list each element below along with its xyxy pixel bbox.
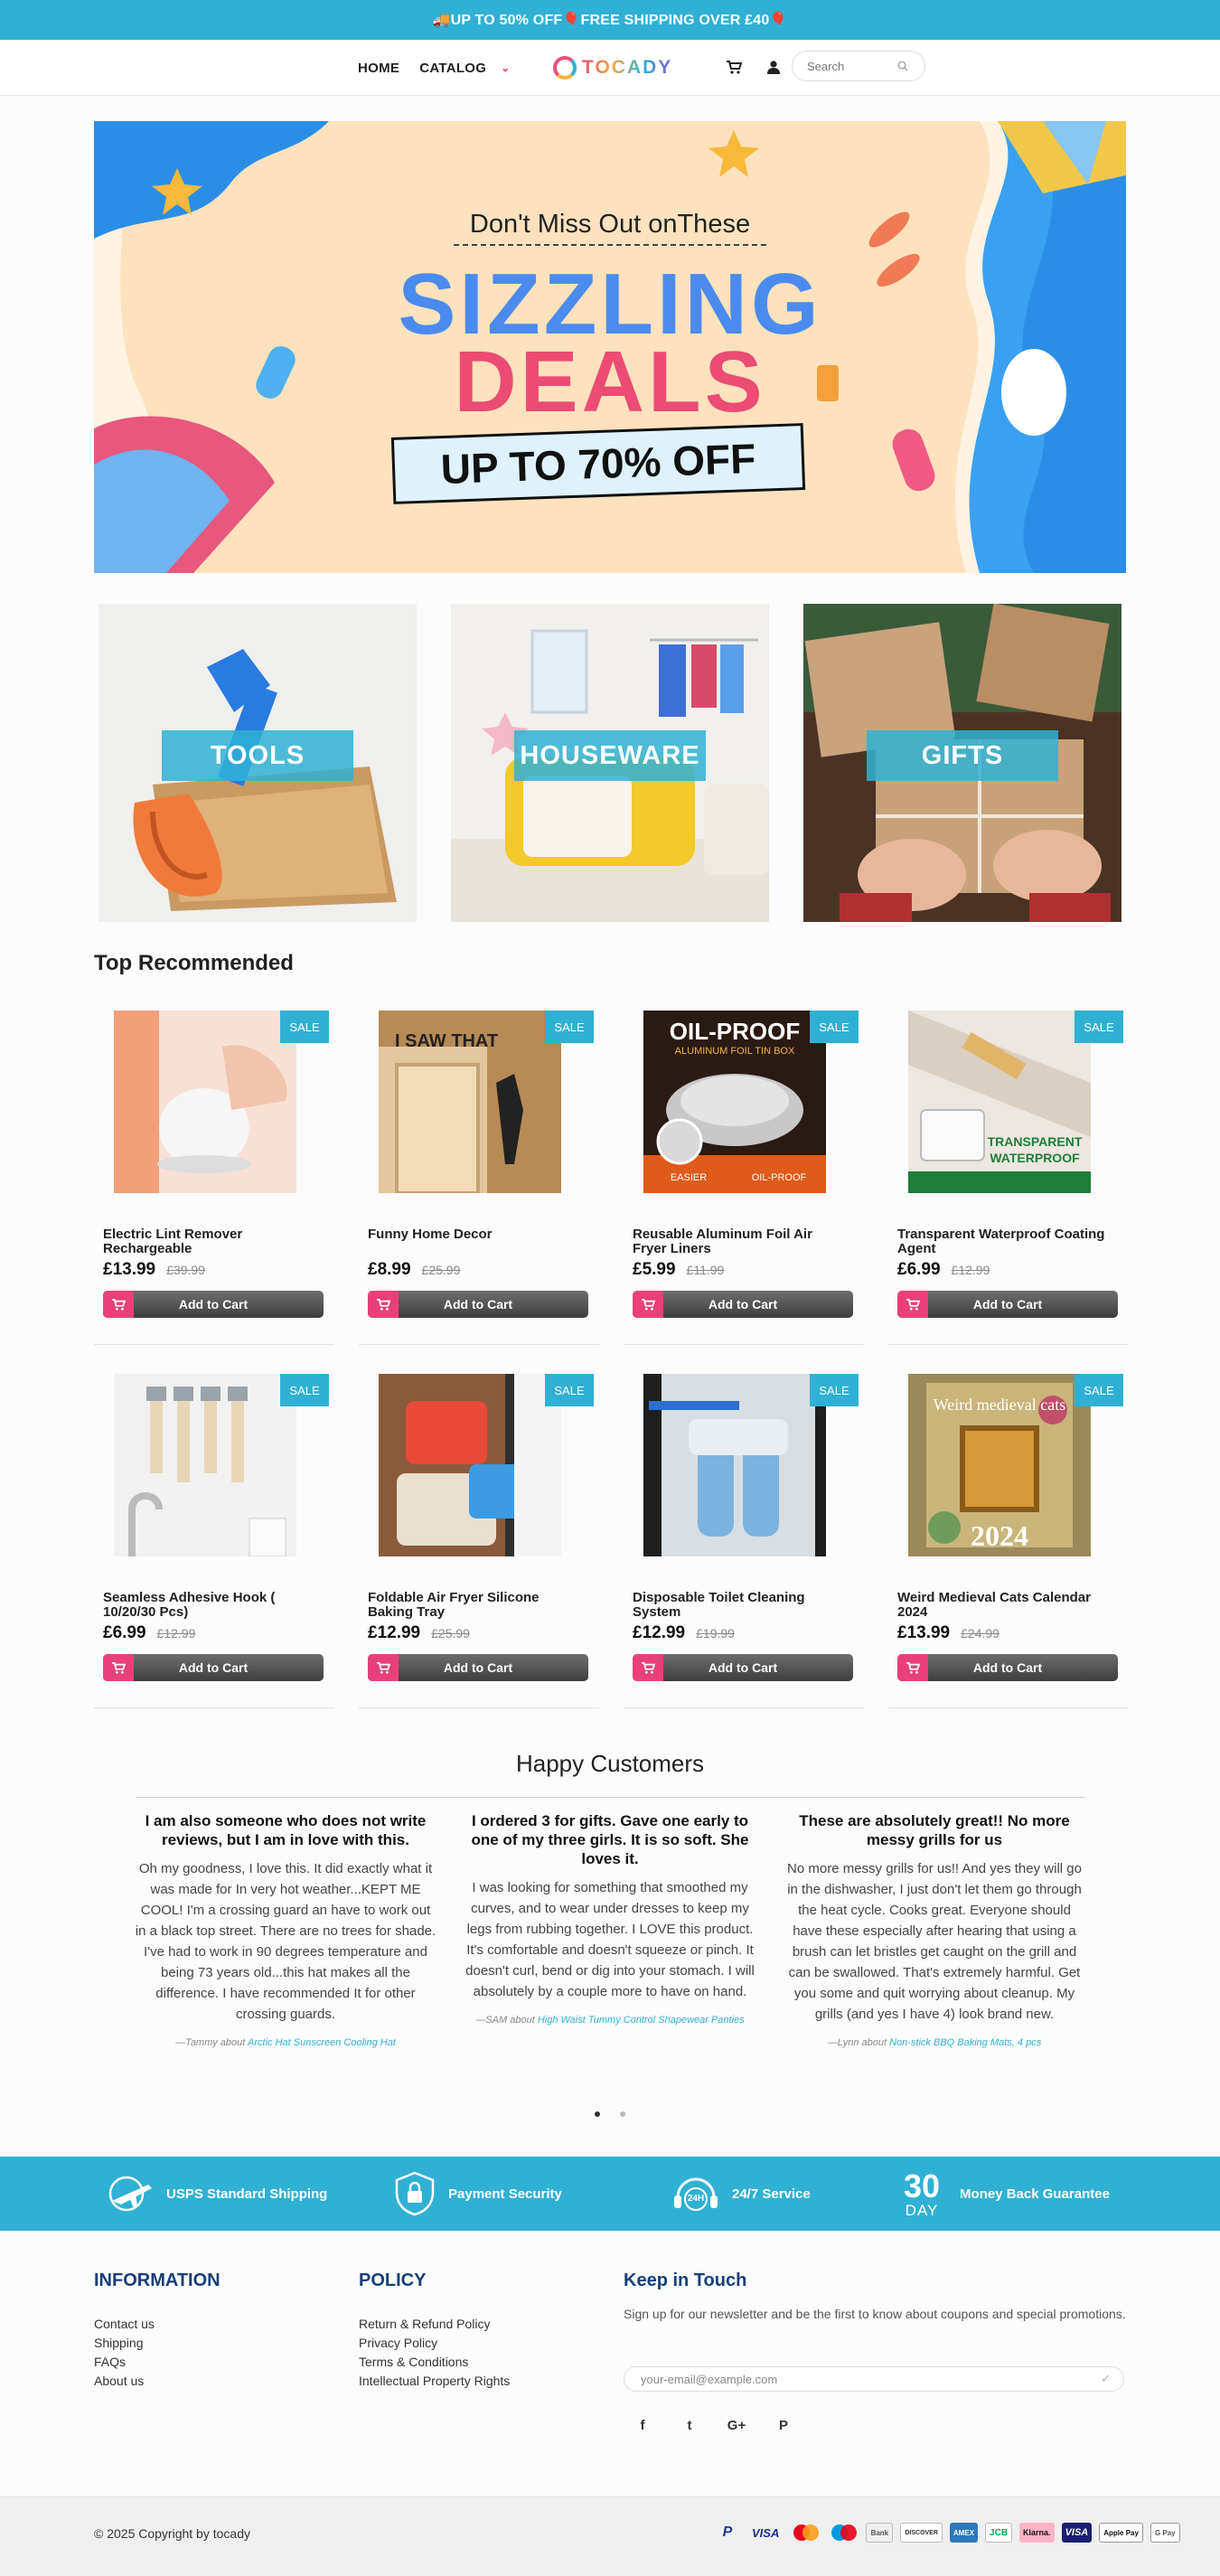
footer-link-terms[interactable]: Terms & Conditions: [359, 2355, 469, 2369]
product-price: [633, 1260, 724, 1280]
cart-icon: [368, 1291, 399, 1318]
footer-information: [94, 2270, 221, 2391]
testimonial-author: [458, 2015, 762, 2026]
sale-badge: SALE: [1075, 1011, 1123, 1043]
sale-badge: SALE: [280, 1374, 329, 1406]
product-price: [368, 1623, 470, 1643]
add-to-cart-button[interactable]: [897, 1654, 1118, 1681]
paypal-icon: P: [722, 2524, 733, 2540]
footer-link-contact[interactable]: Contact us: [94, 2317, 155, 2331]
copyright-brand-link[interactable]: tocady: [212, 2526, 250, 2541]
sale-badge: SALE: [810, 1374, 859, 1406]
footer-newsletter: [624, 2270, 1130, 2324]
product-image[interactable]: [643, 1011, 826, 1193]
price-current: £6.99: [897, 1260, 941, 1279]
category-label-houseware: HOUSEWARE: [514, 730, 706, 781]
bank-icon: Bank: [866, 2523, 893, 2543]
nav-catalog[interactable]: [419, 61, 510, 76]
product-image-text: ALUMINUM FOIL TIN BOX: [674, 1046, 795, 1057]
category-tile-tools[interactable]: [99, 604, 417, 922]
price-compare: £19.99: [696, 1626, 735, 1641]
benefit-label: 24/7 Service: [732, 2186, 811, 2202]
footer-link-faqs[interactable]: FAQs: [94, 2355, 127, 2369]
newsletter-form: [624, 2366, 1124, 2392]
product-title[interactable]: Electric Lint Remover Rechargeable: [103, 1227, 243, 1256]
price-current: £13.99: [103, 1260, 156, 1279]
add-to-cart-button[interactable]: [633, 1654, 853, 1681]
price-current: £5.99: [633, 1260, 676, 1279]
announcement-text: 🚚UP TO 50% OFF🎈FREE SHIPPING OVER £40🎈: [432, 13, 788, 28]
sale-badge: SALE: [810, 1011, 859, 1043]
price-current: £13.99: [897, 1623, 951, 1642]
testimonial-author-name: —SAM about: [475, 2015, 535, 2026]
search-input[interactable]: [807, 60, 897, 73]
sale-badge: SALE: [1075, 1374, 1123, 1406]
copyright-text: © 2025 Copyright by: [94, 2526, 210, 2541]
logo-mark-icon: [553, 56, 577, 80]
product-title[interactable]: Transparent Waterproof Coating Agent: [897, 1227, 1105, 1256]
service-badge: 24H: [687, 2194, 705, 2204]
add-to-cart-button[interactable]: [103, 1291, 324, 1318]
testimonial-product-link[interactable]: Non-stick BBQ Baking Mats, 4 pcs: [889, 2037, 1042, 2048]
testimonial-body: Oh my goodness, I love this. It did exactly what it was made for In very hot weather...KEPT ME COOL! I'm a crossing guard an have to work out in a black top street. There are no trees for shade. I've had to work in 90 degrees temperature and being 73 years old...this hat makes all the difference. I have recommended It for other crossing guards.: [135, 1861, 436, 2022]
cart-icon: [633, 1291, 663, 1318]
newsletter-text: Sign up for our newsletter and be the first to know about coupons and special promotions.: [624, 2307, 1126, 2321]
hero-banner[interactable]: [94, 121, 1126, 573]
sale-badge: SALE: [545, 1374, 594, 1406]
amex-icon: AMEX: [950, 2523, 978, 2543]
product-price: [368, 1260, 460, 1280]
cart-icon[interactable]: [723, 56, 745, 78]
sale-badge: SALE: [280, 1011, 329, 1043]
product-image[interactable]: [379, 1011, 561, 1193]
add-to-cart-button[interactable]: [633, 1291, 853, 1318]
section-title: Top Recommended: [94, 951, 294, 975]
price-current: £12.99: [368, 1623, 421, 1642]
facebook-icon[interactable]: f: [640, 2417, 645, 2433]
product-image[interactable]: [643, 1374, 826, 1556]
hero-kicker: Don't Miss Out onThese: [469, 210, 751, 239]
product-card[interactable]: [359, 1011, 599, 1345]
product-price: [897, 1623, 999, 1643]
product-card[interactable]: [888, 1374, 1129, 1708]
product-card[interactable]: [94, 1011, 334, 1345]
footer-link-ip[interactable]: Intellectual Property Rights: [359, 2374, 511, 2388]
hero-headline-1: SIZZLING: [398, 256, 822, 353]
copyright: [94, 2526, 250, 2541]
footer-bottom: [0, 2496, 1220, 2576]
footer-link-refund[interactable]: Return & Refund Policy: [359, 2317, 491, 2331]
testimonial-author-name: —Lynn about: [827, 2037, 887, 2048]
sale-badge: SALE: [545, 1011, 594, 1043]
cart-icon: [897, 1291, 928, 1318]
visa-icon: VISA: [752, 2525, 780, 2540]
price-current: £12.99: [633, 1623, 686, 1642]
newsletter-email-input[interactable]: [641, 2373, 1101, 2386]
visa-electron-icon: VISA: [1062, 2523, 1093, 2543]
testimonial: [458, 1811, 762, 2026]
testimonial-author: [783, 2037, 1086, 2048]
footer-link-shipping[interactable]: Shipping: [94, 2336, 144, 2350]
benefit-service: [672, 2157, 811, 2231]
nav-home[interactable]: HOME: [358, 60, 400, 76]
product-image-text: TRANSPARENT: [987, 1134, 1083, 1149]
price-compare: £39.99: [166, 1263, 205, 1277]
testimonial-body: I was looking for something that smoothed my curves, and to wear under dresses to keep my legs from rubbing together. I LOVE this product. It's comfortable and doesn't squeeze or pinch. It doesn't curl, bend or dig into your stomach. I will absolutely by a couple more to have on hand.: [465, 1880, 755, 1999]
site-logo[interactable]: [553, 51, 672, 85]
header-icons: [723, 56, 784, 78]
product-image-text: I SAW THAT: [395, 1031, 499, 1051]
product-image-text: WATERPROOF: [990, 1151, 1080, 1165]
product-title[interactable]: Funny Home Decor: [368, 1227, 493, 1242]
maestro-icon: [828, 2523, 859, 2543]
nav-catalog-label: CATALOG: [419, 60, 487, 76]
product-title[interactable]: Reusable Aluminum Foil Air Fryer Liners: [633, 1227, 812, 1256]
testimonial-product-link[interactable]: Arctic Hat Sunscreen Cooling Hat: [248, 2037, 396, 2048]
benefit-shipping: [107, 2157, 327, 2231]
cart-icon: [633, 1654, 663, 1681]
price-current: £6.99: [103, 1623, 146, 1642]
product-card[interactable]: [94, 1374, 334, 1708]
guarantee-number: 30: [904, 2167, 941, 2205]
carousel-dot[interactable]: [620, 2111, 625, 2117]
footer-heading: INFORMATION: [94, 2270, 221, 2290]
site-header: [0, 40, 1220, 96]
product-image-text: OIL-PROOF: [751, 1172, 807, 1183]
product-image[interactable]: [379, 1374, 561, 1556]
search-box: [792, 51, 925, 81]
apple-pay-icon: Apple Pay: [1099, 2523, 1143, 2543]
product-card[interactable]: [888, 1011, 1129, 1345]
pinterest-icon[interactable]: P: [778, 2417, 788, 2433]
google-plus-icon[interactable]: G+: [727, 2417, 746, 2433]
headset-24h-icon: [672, 2172, 719, 2215]
testimonial-body: No more messy grills for us!! And yes they will go in the dishwasher, I just don't let them go through the heat cycle. Cooks great. Everyone should have these especially after hearing that using a brush can let bristles get caught on the grill and can be swallowed. That's extremely harmful. Get you some and quit worrying about cleanup. My grills (and yes I have 4) look brand new.: [787, 1861, 1082, 2022]
price-compare: £24.99: [961, 1626, 999, 1641]
add-to-cart-button[interactable]: [103, 1654, 324, 1681]
mastercard-icon: [790, 2523, 821, 2543]
footer-heading: Keep in Touch: [624, 2270, 747, 2290]
price-compare: £12.99: [951, 1263, 990, 1277]
carousel-dots: [595, 2111, 625, 2117]
benefit-guarantee: [904, 2157, 1110, 2231]
search-icon[interactable]: [897, 61, 908, 71]
product-image[interactable]: [908, 1374, 1091, 1556]
product-card[interactable]: [624, 1374, 864, 1708]
category-label-tools: TOOLS: [162, 730, 353, 781]
product-title[interactable]: Foldable Air Fryer Silicone Baking Tray: [368, 1590, 540, 1620]
price-compare: £11.99: [686, 1263, 725, 1277]
add-to-cart-label: Add to Cart: [972, 1660, 1043, 1675]
product-image-text: EASIER: [670, 1172, 708, 1183]
product-image[interactable]: [908, 1011, 1091, 1193]
price-compare: £12.99: [156, 1626, 196, 1641]
hero-kicker-underline: [454, 244, 766, 246]
carousel-dot[interactable]: [595, 2111, 600, 2117]
hero-discount-text: UP TO 70% OFF: [439, 434, 757, 494]
chevron-down-icon: ⌄: [501, 61, 511, 74]
benefit-label: Money Back Guarantee: [960, 2186, 1110, 2202]
testimonials-heading: Happy Customers: [515, 1750, 705, 1777]
testimonial: [783, 1811, 1086, 2048]
category-tile-houseware[interactable]: [451, 604, 769, 922]
product-image-text: Weird medieval cats: [933, 1396, 1066, 1414]
product-title[interactable]: Weird Medieval Cats Calendar 2024: [897, 1590, 1091, 1620]
submit-check-icon[interactable]: ✓: [1101, 2372, 1111, 2385]
main-nav: [358, 40, 511, 96]
footer-policy: [359, 2270, 510, 2391]
benefits-strip: [0, 2157, 1220, 2231]
social-links: [633, 2415, 793, 2435]
cart-icon: [897, 1654, 928, 1681]
jcb-icon: JCB: [985, 2523, 1012, 2543]
google-pay-icon: G Pay: [1150, 2523, 1180, 2543]
price-current: £8.99: [368, 1260, 411, 1279]
discover-icon: DISCOVER: [900, 2523, 943, 2543]
guarantee-unit: DAY: [905, 2201, 939, 2219]
footer-heading: POLICY: [359, 2270, 427, 2290]
add-to-cart-label: Add to Cart: [443, 1297, 513, 1312]
cart-icon: [103, 1654, 134, 1681]
testimonial-quote: I am also someone who does not write reviews, but I am in love with this.: [145, 1812, 427, 1848]
product-price: [103, 1623, 195, 1643]
testimonials-divider: [136, 1797, 1084, 1798]
add-to-cart-button[interactable]: [368, 1654, 588, 1681]
cart-icon: [368, 1654, 399, 1681]
logo-text: TOCADY: [582, 57, 673, 78]
price-compare: £25.99: [421, 1263, 461, 1277]
benefit-security: [394, 2157, 562, 2231]
product-price: [103, 1260, 205, 1280]
benefit-label: USPS Standard Shipping: [166, 2186, 328, 2202]
payment-icons: [714, 2523, 1180, 2543]
price-compare: £25.99: [431, 1626, 470, 1641]
cart-icon: [103, 1291, 134, 1318]
product-price: [897, 1260, 990, 1280]
testimonial-quote: These are absolutely great!! No more messy grills for us: [799, 1812, 1070, 1848]
testimonial-quote: I ordered 3 for gifts. Gave one early to one of my three girls. It is so soft. She loves it.: [471, 1812, 749, 1867]
product-image[interactable]: [114, 1011, 296, 1193]
add-to-cart-label: Add to Cart: [178, 1297, 249, 1312]
category-label-gifts: GIFTS: [867, 730, 1058, 781]
add-to-cart-label: Add to Cart: [708, 1297, 778, 1312]
testimonial: [134, 1811, 437, 2048]
testimonial-author-name: —Tammy about: [175, 2037, 246, 2048]
add-to-cart-button[interactable]: [368, 1291, 588, 1318]
testimonial-author: [134, 2037, 437, 2048]
account-icon[interactable]: [763, 56, 784, 78]
benefit-label: Payment Security: [448, 2186, 562, 2202]
add-to-cart-label: Add to Cart: [708, 1660, 778, 1675]
product-title[interactable]: Disposable Toilet Cleaning System: [633, 1590, 805, 1620]
add-to-cart-label: Add to Cart: [972, 1297, 1043, 1312]
testimonial-product-link[interactable]: High Waist Tummy Control Shapewear Panties: [537, 2015, 745, 2026]
product-title[interactable]: Seamless Adhesive Hook ( 10/20/30 Pcs): [103, 1590, 276, 1620]
product-image-text: OIL-PROOF: [669, 1018, 801, 1045]
thirty-day-icon: [904, 2167, 941, 2219]
product-image-text: 2024: [971, 1519, 1028, 1552]
footer-link-privacy[interactable]: Privacy Policy: [359, 2336, 438, 2350]
product-card[interactable]: [624, 1011, 864, 1345]
add-to-cart-button[interactable]: [897, 1291, 1118, 1318]
product-card[interactable]: [359, 1374, 599, 1708]
plane-icon: [107, 2174, 154, 2214]
klarna-icon: Klarna.: [1019, 2523, 1055, 2543]
footer-link-about[interactable]: About us: [94, 2374, 145, 2388]
add-to-cart-label: Add to Cart: [443, 1660, 513, 1675]
add-to-cart-label: Add to Cart: [178, 1660, 249, 1675]
product-price: [633, 1623, 735, 1643]
twitter-icon[interactable]: t: [687, 2417, 692, 2433]
hero-headline-2: DEALS: [454, 334, 766, 430]
product-image[interactable]: [114, 1374, 296, 1556]
category-tile-gifts[interactable]: [803, 604, 1121, 922]
announcement-bar: [0, 0, 1220, 40]
shield-lock-icon: [394, 2171, 436, 2216]
